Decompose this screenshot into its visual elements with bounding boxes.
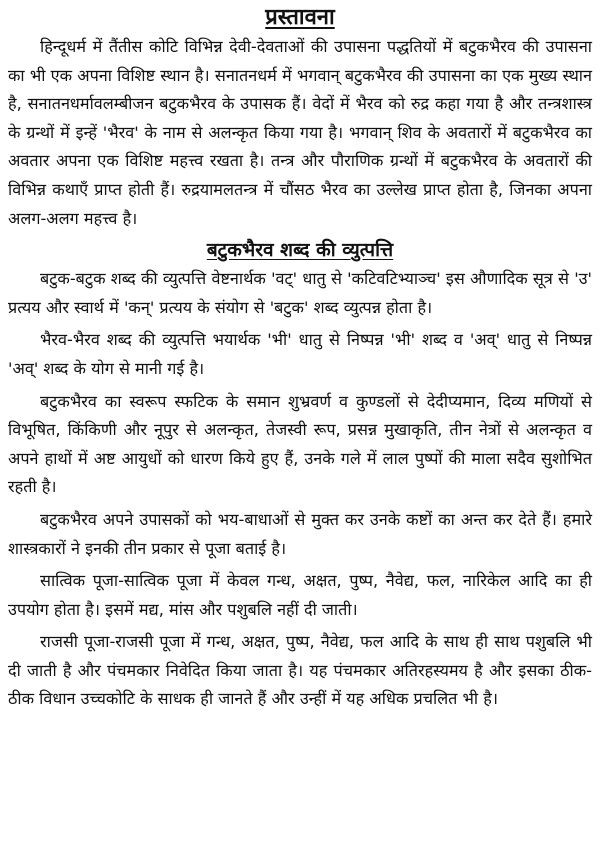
section-heading: बटुकभैरव शब्द की व्युत्पत्ति	[206, 239, 394, 262]
paragraph-bhairav-etymology: भैरव-भैरव शब्द की व्युत्पत्ति भयार्थक 'भी' धातु से निष्पन्न 'भी' शब्द व 'अव्' धातु से निष्पन्न 'अव्' शब्द के योग से मानी गई है।	[8, 330, 592, 378]
paragraph-form-description: बटुकभैरव का स्वरूप स्फटिक के समान शुभ्रवर्ण व कुण्डलों से देदीप्यमान, दिव्य मणियों से विभूषित, किंकिणी और नूपुर से अलन्कृत, तेजस्वी रूप, प्रसन्न मुखाकृति, तीन नेत्रों से अलन्कृत व अपने हाथों में अष्ट आयुधों को धारण किये हुए हैं, उनके गले में लाल पुष्पों की माला सदैव सुशोभित रहती है।	[8, 391, 592, 497]
intro-paragraph: हिन्दूधर्म में तैंतीस कोटि विभिन्न देवी-देवताओं की उपासना पद्धतियों में बटुकभैरव की उपासना का भी एक अपना विशिष्ट स्थान है। सनातनधर्म में भगवान् बटुकभैरव की उपासना का एक मुख्य स्थान है, सनातनधर्मावलम्बीजन बटुकभैरव के उपासक हैं। वेदों में भैरव को रुद्र कहा गया है और तन्त्रशास्त्र के ग्रन्थों में इन्हें 'भैरव' के नाम से अलन्कृत किया गया है। भगवान् शिव के अवतारों में बटुकभैरव का अवतार अपना एक विशिष्ट महत्त्व रखता है। तन्त्र और पौराणिक ग्रन्थों में बटुकभैरव के अवतारों की विभिन्न कथाएँ प्राप्त होती हैं। रुद्रयामलतन्त्र में चौंसठ भैरव का उल्लेख प्राप्त होता है, जिनका अपना अलग-अलग महत्त्व है।	[8, 37, 592, 228]
page-title: प्रस्तावना	[265, 5, 335, 30]
paragraph-batuk-etymology: बटुक-बटुक शब्द की व्युत्पत्ति वेष्टनार्थक 'वट्' धातु से 'कटिवटिभ्याञ्च' इस औणादिक सूत्र से 'उ' प्रत्यय और स्वार्थ में 'कन्' प्रत्यय के संयोग से 'बटुक' शब्द व्युत्पन्न होता है।	[8, 269, 592, 317]
paragraph-rajasi-puja: राजसी पूजा-राजसी पूजा में गन्ध, अक्षत, पुष्प, नैवेद्य, फल आदि के साथ ही साथ पशुबलि भी दी जाती है और पंचमकार निवेदित किया जाता है। यह पंचमकार अतिरहस्यमय है और इसका ठीक-ठीक विधान उच्चकोटि के साधक ही जानते हैं और उन्हीं में यह अधिक प्रचलित भी है।	[8, 632, 592, 709]
paragraph-worship-types: बटुकभैरव अपने उपासकों को भय-बाधाओं से मुक्त कर उनके कष्टों का अन्त कर देते हैं। हमारे शास्त्रकारों ने इनकी तीन प्रकार से पूजा बताई है।	[8, 509, 592, 558]
paragraph-satvik-puja: सात्विक पूजा-सात्विक पूजा में केवल गन्ध, अक्षत, पुष्प, नैवेद्य, फल, नारिकेल आदि का ही उपयोग होता है। इसमें मद्य, मांस और पशुबलि नहीं दी जाती।	[8, 571, 592, 619]
